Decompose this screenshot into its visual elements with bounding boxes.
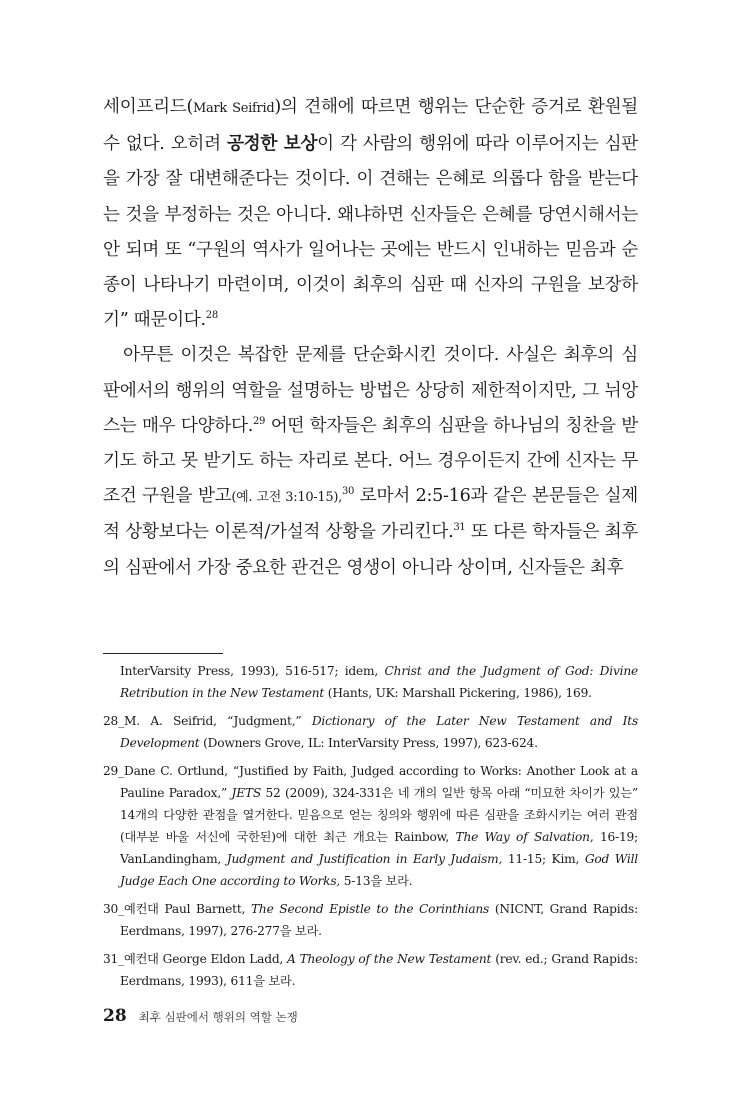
footnotes xyxy=(103,660,638,998)
page-number: 28 xyxy=(103,1006,127,1026)
text-run: 아무튼 이것은 복잡한 문제를 단순화시킨 것이다. 사실은 최후의 심판에서의 행위의 역할을 설명하는 방법은 상당히 제한적이지만, 그 뉘앙스는 매우 다양하다. xyxy=(103,345,638,436)
text-run: 또 다른 학자들은 최후의 심판에서 가장 중요한 관건은 영생이 아니라 상이며, 신자들은 최후 xyxy=(103,522,638,578)
footnote-label: 28_ xyxy=(103,714,125,728)
footnote-30: 30_예컨대 Paul Barnett, The Second Epistle to the Corinthians (NICNT, Grand Rapids: Eerdmans, 1997), 276-277을 보라. xyxy=(103,902,638,938)
footnote-28: 28_M. A. Seifrid, “Judgment,” Dictionary of the Later New Testament and Its Development (Downers Grove, IL: InterVarsity Press, 1997), 623-624. xyxy=(103,714,638,750)
paragraph-1 xyxy=(103,90,638,338)
book-title: The Way of Salvation, xyxy=(455,830,594,844)
footnote-ref[interactable]: 31 xyxy=(453,522,466,534)
book-title: Christ and the Judgment of God: Divine Retribution in the New Testament xyxy=(120,664,638,700)
book-title: Judgment and Justification in Early Judaism, xyxy=(226,852,503,866)
bold-phrase: 공정한 보상 xyxy=(226,133,318,155)
name-english: Mark Seifrid xyxy=(193,101,275,116)
book-title: Dictionary of the Later New Testament and Its Development xyxy=(120,714,638,750)
main-text xyxy=(103,90,638,586)
footnote-27-continued: InterVarsity Press, 1993), 516-517; idem, Christ and the Judgment of God: Divine Retribution in the New Testament (Hants, UK: Marshall Pickering, 1986), 169. xyxy=(120,664,638,700)
book-title: The Second Epistle to the Corinthians xyxy=(250,902,490,916)
book-title: A Theology of the New Testament xyxy=(287,952,492,966)
footnote-ref[interactable]: 28 xyxy=(205,310,218,322)
journal-title: JETS xyxy=(231,786,261,800)
running-head: 최후 심판에서 행위의 역할 논쟁 xyxy=(138,1010,298,1024)
book-title: God Will Judge Each One according to Works, xyxy=(120,852,638,888)
text-run: 로마서 2:5-16과 같은 본문들은 실제적 상황보다는 이론적/가설적 상황을 가리킨다. xyxy=(103,486,638,543)
footnote-ref[interactable]: 29 xyxy=(253,415,266,427)
footnote-29: 29_Dane C. Ortlund, “Justified by Faith, Judged according to Works: Another Look at a Pauline Paradox,” JETS 52 (2009), 324-331은 네 개의 일반 항목 아래 “미묘한 차이가 있는” 14개의 다양한 관점을 열거한다. 믿음으로 얻는 칭의와 행위에 따른 심판을 조화시키는 여러 관점(대부분 바울 서신에 국한된)에 대한 최근 개요는 Rainbow, The Way of Salvation, 16-19; VanLandingham, Judgment and Justification in Early Judaism, 11-15; Kim, God Will Judge Each One according to Works, 5-13을 보라. xyxy=(103,764,638,888)
text-run: )의 견해에 따르면 행위는 단순한 증거로 환원될 수 없다. 오히려 xyxy=(103,97,638,155)
footnote-label: 29_ xyxy=(103,764,125,778)
paragraph-2 xyxy=(103,338,638,585)
text-run: 이 각 사람의 행위에 따라 이루어지는 심판을 가장 잘 대변해준다는 것이다. 이 견해는 은혜로 의롭다 함을 받는다는 것을 부정하는 것은 아니다. 왜냐하면 신자들은 은혜를 당연시해서는 안 되며 또 “구원의 역사가 일어나는 곳에는 반드시 인내하는 믿음과 순종이 나타나기 마련이며, 이것이 최후의 심판 때 신자의 구원을 보장하기” 때문이다. xyxy=(103,134,638,331)
text-run: 어떤 학자들은 최후의 심판을 하나님의 칭찬을 받기도 하고 못 받기도 하는 자리로 본다. 어느 경우이든지 간에 신자는 무조건 구원을 받고 xyxy=(103,415,638,507)
text-run: 세이프리드( xyxy=(103,97,194,117)
page-footer xyxy=(103,1006,298,1026)
footnote-label: 30_ xyxy=(103,902,125,916)
footnote-ref[interactable]: 30 xyxy=(341,486,355,498)
footnote-label: 31_ xyxy=(103,952,125,966)
footnote-divider xyxy=(103,653,223,654)
scripture-reference: (예. 고전 3:10-15), xyxy=(231,490,342,506)
footnote-31: 31_예컨대 George Eldon Ladd, A Theology of the New Testament (rev. ed.; Grand Rapids: Eerdmans, 1993), 611을 보라. xyxy=(103,952,638,988)
